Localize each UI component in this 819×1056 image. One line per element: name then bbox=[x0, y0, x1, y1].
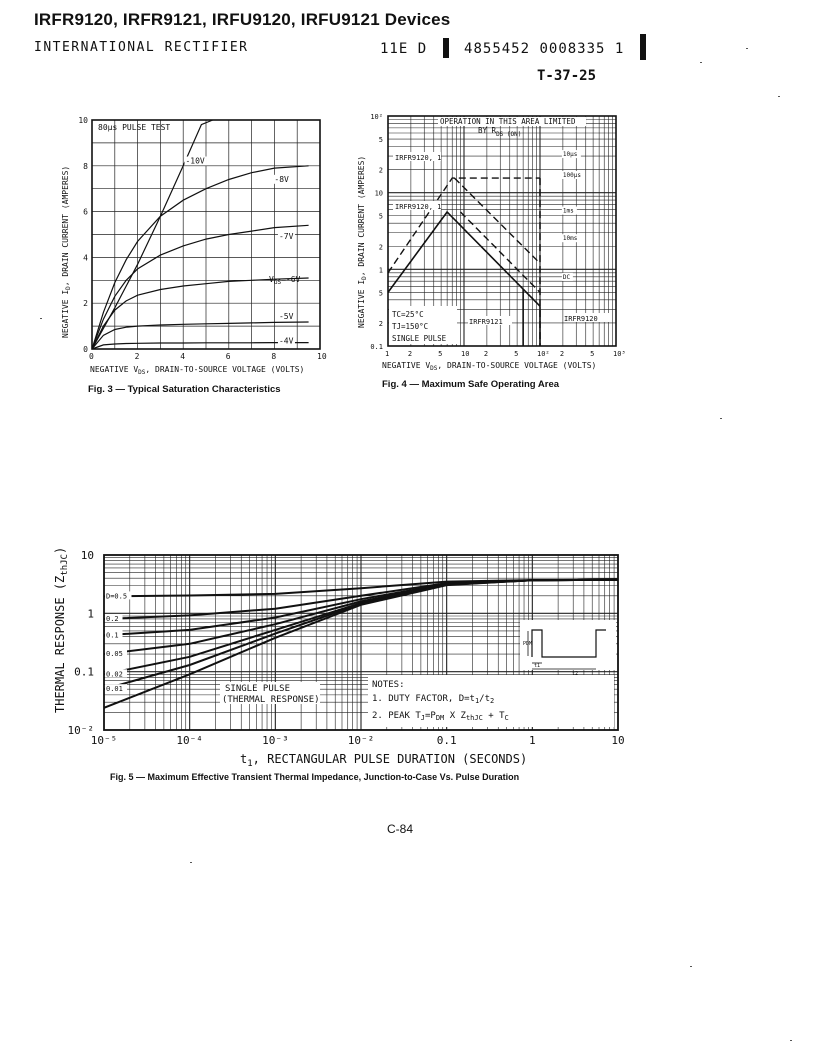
fig5-ylabel: THERMAL RESPONSE $(Z_{thJC})$ bbox=[53, 546, 70, 713]
fig3-ylabel: NEGATIVE $I_D$, DRAIN CURRENT (AMPERES) bbox=[61, 165, 72, 338]
scan-speck bbox=[690, 966, 692, 967]
fig3-ytick: 2 bbox=[83, 299, 88, 309]
fig5-legend-line1: SINGLE PULSE bbox=[225, 684, 291, 694]
fig4-ylabel: NEGATIVE $I_D$, DRAIN CURRENT (AMPERES) bbox=[357, 155, 368, 328]
fig4-xtick: 2 bbox=[483, 350, 489, 358]
fig3-curve-label: -4V bbox=[278, 336, 294, 346]
fig3-xtick: 2 bbox=[134, 352, 140, 361]
fig5-notes-title: NOTES: bbox=[372, 680, 405, 690]
fig3-curve-label: -7V bbox=[278, 232, 294, 242]
fig4-ytick: 2 bbox=[378, 166, 383, 175]
fig4-series-100us-dashed bbox=[455, 178, 541, 263]
fig3-xtick: 6 bbox=[225, 352, 231, 361]
fig3-xtick: 8 bbox=[271, 352, 277, 361]
fig3-curve-label: -8V bbox=[274, 174, 289, 184]
fig4-xtick: 5 bbox=[514, 350, 519, 358]
fig3-series--7V bbox=[92, 225, 309, 349]
fig3-ytick: 10 bbox=[78, 116, 88, 125]
fig3-vgs-label: $V_{GS}=-6V$ bbox=[269, 275, 301, 286]
fig5-ytick: 10⁻² bbox=[67, 724, 94, 737]
fig4-ytick: 5 bbox=[378, 212, 383, 221]
fig4-xtick: 2 bbox=[407, 350, 413, 358]
scan-speck bbox=[790, 1040, 792, 1041]
fig5-xtick: 0.1 bbox=[436, 734, 457, 747]
catalog-code-left: 11E D bbox=[380, 41, 428, 57]
fig3-caption: Fig. 3 — Typical Saturation Characteristics bbox=[88, 384, 281, 395]
fig5-ytick: 1 bbox=[87, 607, 94, 621]
fig5-xlabel: $t_1$, RECTANGULAR PULSE DURATION (SECONDS) bbox=[240, 752, 528, 769]
fig4-part-label-upper: IRFR9120, 1 bbox=[395, 154, 442, 162]
fig4-ytick: 0.1 bbox=[370, 343, 383, 351]
fig4-pulse-label: 10ms bbox=[562, 235, 578, 243]
scan-speck bbox=[700, 62, 702, 63]
fig5-inset-pdm: PDM bbox=[523, 641, 533, 647]
fig4-ytick: 1 bbox=[378, 266, 383, 275]
fig5-series-label: D=0.5 bbox=[106, 592, 128, 601]
document-title: IRFR9120, IRFR9121, IRFU9120, IRFU9121 Devices bbox=[34, 10, 451, 29]
fig4-chart bbox=[350, 106, 645, 380]
fig4-xtick: 1 bbox=[385, 350, 390, 358]
fig3-xtick: 10 bbox=[317, 352, 327, 361]
fig3-xtick: 4 bbox=[180, 352, 186, 361]
fig4-label-9120: IRFR9120 bbox=[564, 315, 598, 323]
fig3-ytick: 4 bbox=[83, 253, 88, 263]
fig3-curve-label: -10V bbox=[185, 156, 205, 166]
fig5-chart bbox=[50, 545, 640, 790]
fig4-ytick: 10 bbox=[374, 189, 383, 198]
fig5-series-label: 0.01 bbox=[106, 685, 123, 694]
fig4-annotation-line1: OPERATION IN THIS AREA LIMITED bbox=[440, 117, 576, 126]
page-number: C-84 bbox=[387, 822, 414, 836]
fig5-ytick: 10 bbox=[80, 549, 94, 562]
fig5-xtick: 10⁻⁵ bbox=[90, 734, 118, 747]
fig4-part-label-lower: IRFR9120, 1 bbox=[395, 203, 442, 211]
fig3-chart bbox=[50, 108, 350, 380]
fig3-curve-label: -5V bbox=[278, 312, 294, 322]
fig5-series-label: 0.1 bbox=[106, 631, 119, 640]
fig4-pulse-label: 10µs bbox=[562, 151, 578, 159]
fig4-xtick: 10² bbox=[537, 350, 550, 358]
fig4-annotation-line2: BY $R_{DS (ON)}$ bbox=[478, 126, 522, 138]
fig3-ytick: 6 bbox=[83, 207, 88, 217]
fig3-xtick: 0 bbox=[89, 352, 94, 361]
scan-speck bbox=[40, 318, 42, 319]
fig4-ytick: 5 bbox=[378, 136, 383, 145]
fig5-caption: Fig. 5 — Maximum Effective Transient Thermal Impedance, Junction-to-Case Vs. Pulse Duration bbox=[110, 772, 520, 782]
doc-code: T-37-25 bbox=[537, 68, 597, 84]
fig4-ytick: 10² bbox=[370, 113, 383, 121]
fig5-series-label: 0.02 bbox=[106, 670, 123, 679]
fig4-xtick: 5 bbox=[590, 350, 595, 358]
fig4-label-9121: IRFR9121 bbox=[469, 318, 503, 326]
fig3-ytick: 8 bbox=[83, 161, 88, 171]
fig5-legend-line2: (THERMAL RESPONSE) bbox=[222, 695, 320, 705]
fig3-ytick: 0 bbox=[83, 345, 88, 354]
catalog-code bbox=[380, 34, 646, 60]
scan-speck bbox=[190, 862, 192, 863]
fig4-cond-single: SINGLE PULSE bbox=[392, 334, 447, 343]
fig5-xtick: 10⁻³ bbox=[262, 734, 289, 747]
fig5-pulse-inset bbox=[520, 620, 616, 677]
fig4-xtick: 2 bbox=[559, 350, 565, 358]
fig5-series-label: 0.2 bbox=[106, 614, 119, 623]
fig4-xlabel: NEGATIVE $V_{DS}$, DRAIN-TO-SOURCE VOLTAGE (VOLTS) bbox=[382, 361, 597, 372]
fig5-xtick: 10⁻² bbox=[347, 734, 375, 747]
fig5-note2: 2. PEAK $T_J=P_{DM}$ X $Z_{thJC} + T_C$ bbox=[372, 711, 509, 722]
fig3-xlabel: NEGATIVE $V_{DS}$, DRAIN-TO-SOURCE VOLTAGE (VOLTS) bbox=[90, 365, 305, 376]
fig5-inset-t1: t1 bbox=[534, 663, 541, 669]
scan-speck bbox=[720, 418, 722, 419]
fig3-annotation: 80µs PULSE TEST bbox=[98, 123, 171, 132]
scan-speck bbox=[746, 48, 748, 49]
fig4-ytick: 2 bbox=[378, 319, 383, 328]
fig5-xtick: 10 bbox=[611, 734, 625, 747]
company-name: INTERNATIONAL RECTIFIER bbox=[34, 40, 249, 55]
fig4-xtick: 10 bbox=[461, 350, 470, 358]
fig4-cond-tj: TJ=150°C bbox=[392, 322, 429, 331]
fig5-ytick: 0.1 bbox=[74, 665, 94, 679]
fig5-inset-t2: t2 bbox=[572, 671, 579, 677]
fig4-pulse-label: 100µs bbox=[562, 172, 581, 180]
fig4-pulse-label: DC bbox=[562, 273, 571, 281]
barcode-bar-right bbox=[640, 34, 646, 60]
fig4-xtick: 5 bbox=[438, 350, 443, 358]
scan-speck bbox=[778, 96, 780, 97]
fig5-note1: 1. DUTY FACTOR, $D=t_1/t_2$ bbox=[372, 694, 495, 705]
fig4-ytick: 2 bbox=[378, 243, 383, 252]
fig5-xtick: 10⁻⁴ bbox=[176, 734, 203, 747]
fig5-series-label: 0.05 bbox=[106, 650, 123, 659]
fig4-pulse-label: 1ms bbox=[562, 207, 574, 215]
fig3-series--4V bbox=[92, 343, 309, 349]
fig4-xtick: 10³ bbox=[613, 350, 626, 358]
catalog-code-right: 4855452 0008335 1 bbox=[464, 41, 625, 57]
fig4-ytick: 5 bbox=[378, 289, 383, 298]
barcode-bar-left bbox=[443, 38, 449, 58]
fig4-cond-tc: TC=25°C bbox=[392, 310, 424, 319]
fig4-caption: Fig. 4 — Maximum Safe Operating Area bbox=[382, 379, 560, 390]
fig5-xtick: 1 bbox=[529, 734, 536, 747]
